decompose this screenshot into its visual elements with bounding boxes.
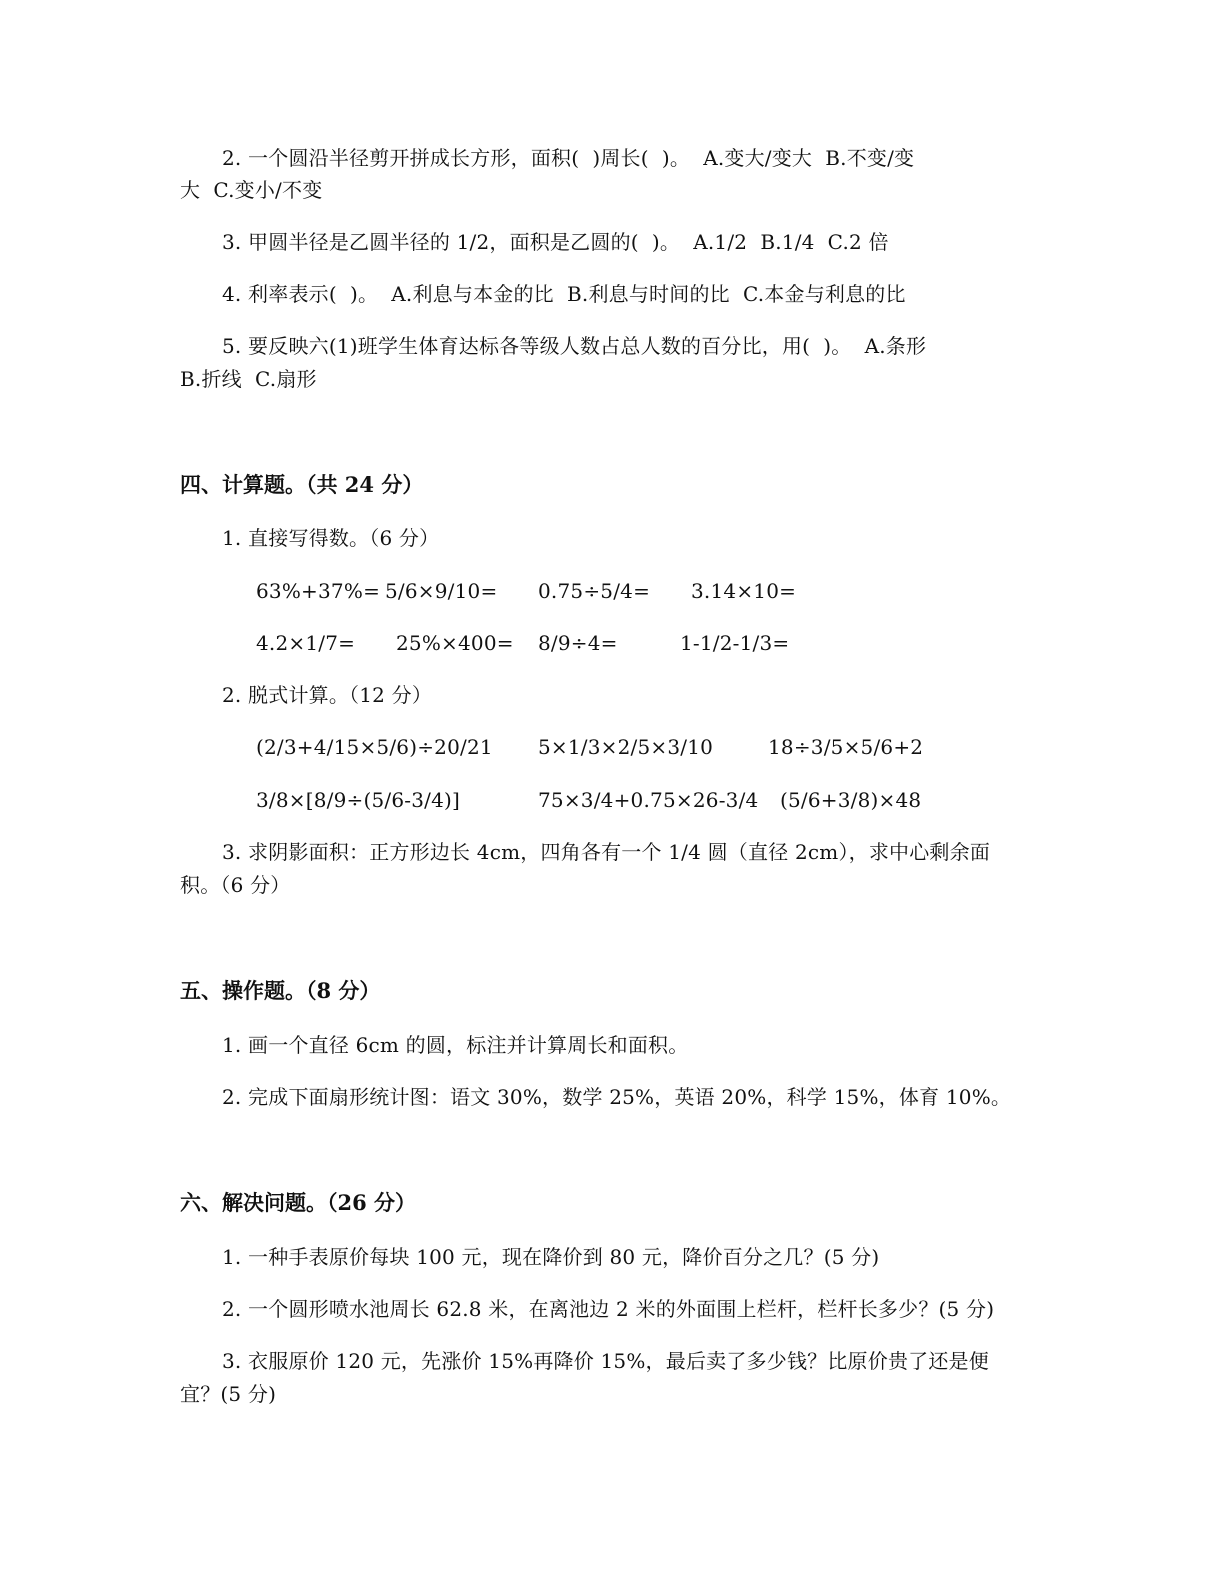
- s6-q3-line2: 宜？(5 分): [180, 1382, 277, 1406]
- s4-q3-line2: 积。（6 分）: [180, 873, 291, 897]
- section4-title: 四、计算题。（共 24 分）: [180, 472, 424, 497]
- calc-item: 25%×400=: [396, 631, 514, 655]
- section6-title: 六、解决问题。（26 分）: [180, 1190, 417, 1215]
- calc-item: 75×3/4+0.75×26-3/4: [538, 788, 759, 812]
- calc-item: (2/3+4/15×5/6)÷20/21: [256, 735, 493, 759]
- calc-item: 5/6×9/10=: [385, 579, 498, 603]
- s6-q1: 1. 一种手表原价每块 100 元，现在降价到 80 元，降价百分之几？(5 分): [222, 1245, 880, 1269]
- s3-q3: 3. 甲圆半径是乙圆半径的 1/2，面积是乙圆的( )。 A.1/2 B.1/4 C.2 倍: [222, 230, 889, 254]
- calc-item: 5×1/3×2/5×3/10: [538, 735, 714, 759]
- section5-title: 五、操作题。（8 分）: [180, 978, 381, 1003]
- s4-q2-title: 2. 脱式计算。（12 分）: [222, 683, 433, 707]
- s5-q1: 1. 画一个直径 6cm 的圆，标注并计算周长和面积。: [222, 1033, 689, 1057]
- s3-q5-line1: 5. 要反映六(1)班学生体育达标各等级人数占总人数的百分比，用( )。 A.条形: [222, 334, 927, 358]
- calc-item: 4.2×1/7=: [256, 631, 356, 655]
- s4-q3-line1: 3. 求阴影面积：正方形边长 4cm，四角各有一个 1/4 圆（直径 2cm），求中心剩余面: [222, 840, 991, 864]
- s4-q1-title: 1. 直接写得数。（6 分）: [222, 526, 440, 550]
- calc-item: 18÷3/5×5/6+2: [768, 735, 924, 759]
- s5-q2: 2. 完成下面扇形统计图：语文 30%，数学 25%，英语 20%，科学 15%，体育 10%。: [222, 1085, 1012, 1109]
- calc-item: 3.14×10=: [691, 579, 797, 603]
- s3-q4: 4. 利率表示( )。 A.利息与本金的比 B.利息与时间的比 C.本金与利息的比: [222, 282, 906, 306]
- calc-item: (5/6+3/8)×48: [780, 788, 922, 812]
- s6-q2: 2. 一个圆形喷水池周长 62.8 米，在离池边 2 米的外面围上栏杆，栏杆长多少？(5 分): [222, 1297, 995, 1321]
- calc-item: 1-1/2-1/3=: [680, 631, 790, 655]
- s3-q2-line2: 大 C.变小/不变: [180, 178, 323, 202]
- calc-item: 0.75÷5/4=: [538, 579, 651, 603]
- s3-q5-line2: B.折线 C.扇形: [180, 367, 317, 391]
- s6-q3-line1: 3. 衣服原价 120 元，先涨价 15%再降价 15%，最后卖了多少钱？比原价贵了还是便: [222, 1349, 989, 1373]
- calc-item: 3/8×[8/9÷(5/6-3/4)]: [256, 788, 461, 812]
- s3-q2-line1: 2. 一个圆沿半径剪开拼成长方形，面积( )周长( )。 A.变大/变大 B.不变/变: [222, 146, 915, 170]
- calc-item: 8/9÷4=: [538, 631, 618, 655]
- calc-item: 63%+37%=: [256, 579, 381, 603]
